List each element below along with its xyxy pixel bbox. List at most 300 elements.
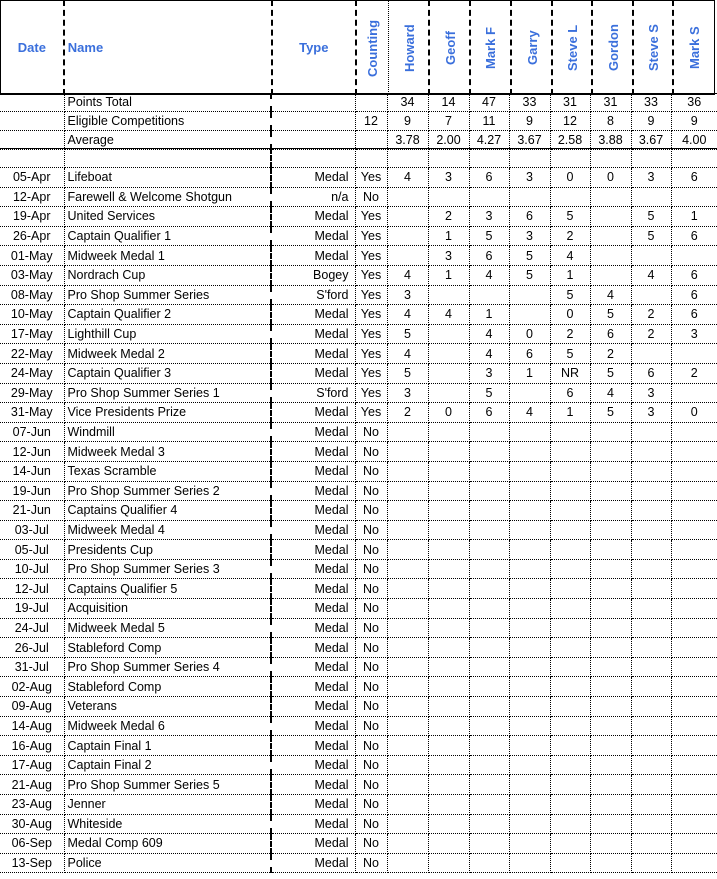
- score-cell[interactable]: [469, 285, 509, 305]
- score-cell[interactable]: 6: [671, 168, 717, 188]
- score-cell[interactable]: [590, 638, 631, 658]
- score-cell[interactable]: [428, 716, 469, 736]
- date-cell[interactable]: 17-May: [0, 324, 64, 344]
- score-cell[interactable]: [671, 775, 717, 795]
- score-cell[interactable]: [631, 285, 671, 305]
- score-cell[interactable]: 2: [671, 363, 717, 383]
- summary-value[interactable]: 3.67: [509, 131, 550, 150]
- score-cell[interactable]: 6: [469, 246, 509, 266]
- score-cell[interactable]: [469, 736, 509, 756]
- score-cell[interactable]: [631, 187, 671, 207]
- score-cell[interactable]: [631, 736, 671, 756]
- score-cell[interactable]: [469, 599, 509, 619]
- score-cell[interactable]: [590, 814, 631, 834]
- date-cell[interactable]: 10-Jul: [0, 559, 64, 579]
- cell[interactable]: [271, 148, 355, 168]
- score-cell[interactable]: [428, 834, 469, 854]
- counting-cell[interactable]: No: [355, 579, 387, 599]
- date-cell[interactable]: 23-Aug: [0, 795, 64, 815]
- score-cell[interactable]: 6: [631, 363, 671, 383]
- counting-cell[interactable]: No: [355, 599, 387, 619]
- score-cell[interactable]: [671, 697, 717, 717]
- score-cell[interactable]: [428, 501, 469, 521]
- score-cell[interactable]: 5: [387, 324, 428, 344]
- score-cell[interactable]: [469, 697, 509, 717]
- score-cell[interactable]: [550, 795, 590, 815]
- type-cell[interactable]: S'ford: [271, 285, 355, 305]
- name-cell[interactable]: Stableford Comp: [64, 638, 271, 658]
- counting-cell[interactable]: No: [355, 540, 387, 560]
- score-cell[interactable]: [671, 716, 717, 736]
- name-cell[interactable]: Pro Shop Summer Series 1: [64, 383, 271, 403]
- score-cell[interactable]: [550, 657, 590, 677]
- score-cell[interactable]: [428, 579, 469, 599]
- score-cell[interactable]: [590, 207, 631, 227]
- score-cell[interactable]: 3: [671, 324, 717, 344]
- name-cell[interactable]: Captains Qualifier 4: [64, 501, 271, 521]
- score-cell[interactable]: [631, 716, 671, 736]
- score-cell[interactable]: [428, 481, 469, 501]
- name-cell[interactable]: Captains Qualifier 5: [64, 579, 271, 599]
- score-cell[interactable]: [469, 775, 509, 795]
- score-cell[interactable]: 0: [550, 168, 590, 188]
- type-cell[interactable]: Medal: [271, 677, 355, 697]
- score-cell[interactable]: 3: [631, 403, 671, 423]
- score-cell[interactable]: [509, 853, 550, 873]
- score-cell[interactable]: [631, 657, 671, 677]
- counting-cell[interactable]: Yes: [355, 207, 387, 227]
- date-cell[interactable]: 05-Jul: [0, 540, 64, 560]
- score-cell[interactable]: [387, 657, 428, 677]
- counting-cell[interactable]: No: [355, 618, 387, 638]
- score-cell[interactable]: 4: [631, 265, 671, 285]
- score-cell[interactable]: [509, 795, 550, 815]
- name-cell[interactable]: Pro Shop Summer Series 3: [64, 559, 271, 579]
- type-cell[interactable]: Medal: [271, 716, 355, 736]
- counting-cell[interactable]: No: [355, 501, 387, 521]
- cell[interactable]: [509, 148, 550, 168]
- score-cell[interactable]: [631, 834, 671, 854]
- score-cell[interactable]: 5: [550, 344, 590, 364]
- score-cell[interactable]: [428, 520, 469, 540]
- score-cell[interactable]: [428, 363, 469, 383]
- score-cell[interactable]: [509, 187, 550, 207]
- score-cell[interactable]: 3: [631, 168, 671, 188]
- type-cell[interactable]: Medal: [271, 755, 355, 775]
- date-cell[interactable]: 30-Aug: [0, 814, 64, 834]
- name-cell[interactable]: Lifeboat: [64, 168, 271, 188]
- score-cell[interactable]: 5: [550, 207, 590, 227]
- score-cell[interactable]: [590, 677, 631, 697]
- score-cell[interactable]: [550, 697, 590, 717]
- header-player-cell[interactable]: [429, 1, 470, 95]
- score-cell[interactable]: [509, 775, 550, 795]
- name-cell[interactable]: Midweek Medal 1: [64, 246, 271, 266]
- score-cell[interactable]: [387, 677, 428, 697]
- score-cell[interactable]: [387, 520, 428, 540]
- score-cell[interactable]: 5: [469, 383, 509, 403]
- score-cell[interactable]: 3: [469, 363, 509, 383]
- score-cell[interactable]: [509, 501, 550, 521]
- score-cell[interactable]: 0: [428, 403, 469, 423]
- score-cell[interactable]: [631, 422, 671, 442]
- score-cell[interactable]: 5: [469, 226, 509, 246]
- summary-value[interactable]: 47: [469, 93, 509, 112]
- header-player-cell[interactable]: [470, 1, 510, 95]
- score-cell[interactable]: [671, 657, 717, 677]
- score-cell[interactable]: [509, 383, 550, 403]
- type-cell[interactable]: Medal: [271, 795, 355, 815]
- score-cell[interactable]: [469, 422, 509, 442]
- score-cell[interactable]: [469, 461, 509, 481]
- score-cell[interactable]: [590, 579, 631, 599]
- score-cell[interactable]: [590, 187, 631, 207]
- cell[interactable]: [271, 93, 355, 112]
- score-cell[interactable]: 3: [428, 246, 469, 266]
- score-cell[interactable]: [509, 579, 550, 599]
- counting-cell[interactable]: No: [355, 559, 387, 579]
- date-cell[interactable]: 14-Aug: [0, 716, 64, 736]
- summary-value[interactable]: 9: [509, 112, 550, 131]
- score-cell[interactable]: [428, 285, 469, 305]
- score-cell[interactable]: [550, 716, 590, 736]
- score-cell[interactable]: 1: [469, 305, 509, 325]
- summary-value[interactable]: 33: [631, 93, 671, 112]
- date-cell[interactable]: 26-Apr: [0, 226, 64, 246]
- counting-cell[interactable]: No: [355, 834, 387, 854]
- score-cell[interactable]: 0: [550, 305, 590, 325]
- counting-cell[interactable]: Yes: [355, 383, 387, 403]
- summary-value[interactable]: 2.58: [550, 131, 590, 150]
- summary-label[interactable]: Average: [64, 131, 271, 150]
- score-cell[interactable]: [631, 481, 671, 501]
- score-cell[interactable]: 0: [590, 168, 631, 188]
- date-cell[interactable]: 12-Apr: [0, 187, 64, 207]
- score-cell[interactable]: [590, 226, 631, 246]
- score-cell[interactable]: [671, 540, 717, 560]
- score-cell[interactable]: [631, 795, 671, 815]
- type-cell[interactable]: Medal: [271, 697, 355, 717]
- type-cell[interactable]: Medal: [271, 422, 355, 442]
- score-cell[interactable]: 5: [590, 363, 631, 383]
- type-cell[interactable]: Medal: [271, 540, 355, 560]
- summary-value[interactable]: 3.67: [631, 131, 671, 150]
- score-cell[interactable]: [387, 736, 428, 756]
- counting-cell[interactable]: No: [355, 795, 387, 815]
- name-cell[interactable]: Whiteside: [64, 814, 271, 834]
- score-cell[interactable]: 2: [631, 324, 671, 344]
- score-cell[interactable]: [550, 481, 590, 501]
- counting-cell[interactable]: No: [355, 697, 387, 717]
- score-cell[interactable]: [387, 540, 428, 560]
- summary-count[interactable]: [355, 93, 387, 112]
- cell[interactable]: [590, 148, 631, 168]
- date-cell[interactable]: 08-May: [0, 285, 64, 305]
- score-cell[interactable]: [469, 442, 509, 462]
- score-cell[interactable]: [428, 422, 469, 442]
- summary-value[interactable]: 11: [469, 112, 509, 131]
- score-cell[interactable]: [469, 755, 509, 775]
- score-cell[interactable]: [428, 461, 469, 481]
- date-cell[interactable]: 03-Jul: [0, 520, 64, 540]
- name-cell[interactable]: Medal Comp 609: [64, 834, 271, 854]
- score-cell[interactable]: 5: [590, 305, 631, 325]
- score-cell[interactable]: [550, 677, 590, 697]
- score-cell[interactable]: 2: [428, 207, 469, 227]
- score-cell[interactable]: [509, 618, 550, 638]
- score-cell[interactable]: 6: [469, 168, 509, 188]
- summary-label[interactable]: Points Total: [64, 93, 271, 112]
- score-cell[interactable]: [387, 853, 428, 873]
- score-cell[interactable]: [428, 755, 469, 775]
- type-cell[interactable]: Medal: [271, 226, 355, 246]
- summary-value[interactable]: 34: [387, 93, 428, 112]
- score-cell[interactable]: [387, 697, 428, 717]
- cell[interactable]: [428, 148, 469, 168]
- score-cell[interactable]: [590, 265, 631, 285]
- cell[interactable]: [671, 148, 717, 168]
- counting-cell[interactable]: No: [355, 853, 387, 873]
- score-cell[interactable]: [469, 677, 509, 697]
- score-cell[interactable]: [671, 501, 717, 521]
- header-player-cell[interactable]: [552, 1, 592, 95]
- type-cell[interactable]: Medal: [271, 657, 355, 677]
- score-cell[interactable]: [509, 481, 550, 501]
- cell[interactable]: [0, 131, 64, 150]
- date-cell[interactable]: 31-Jul: [0, 657, 64, 677]
- header-date[interactable]: Date: [1, 1, 64, 95]
- counting-cell[interactable]: Yes: [355, 265, 387, 285]
- score-cell[interactable]: [387, 461, 428, 481]
- name-cell[interactable]: Farewell & Welcome Shotgun: [64, 187, 271, 207]
- header-player-cell[interactable]: [388, 1, 429, 95]
- score-cell[interactable]: [631, 501, 671, 521]
- score-cell[interactable]: [387, 207, 428, 227]
- header-player-cell[interactable]: [633, 1, 673, 95]
- name-cell[interactable]: Midweek Medal 4: [64, 520, 271, 540]
- score-cell[interactable]: [387, 716, 428, 736]
- date-cell[interactable]: 01-May: [0, 246, 64, 266]
- score-cell[interactable]: [671, 520, 717, 540]
- score-cell[interactable]: [469, 618, 509, 638]
- counting-cell[interactable]: No: [355, 481, 387, 501]
- counting-cell[interactable]: No: [355, 461, 387, 481]
- type-cell[interactable]: Medal: [271, 403, 355, 423]
- summary-value[interactable]: 9: [631, 112, 671, 131]
- date-cell[interactable]: 03-May: [0, 265, 64, 285]
- score-cell[interactable]: [469, 187, 509, 207]
- score-cell[interactable]: [469, 481, 509, 501]
- score-cell[interactable]: [509, 834, 550, 854]
- score-cell[interactable]: 4: [550, 246, 590, 266]
- score-cell[interactable]: [671, 461, 717, 481]
- score-cell[interactable]: [550, 618, 590, 638]
- score-cell[interactable]: [469, 834, 509, 854]
- score-cell[interactable]: [671, 795, 717, 815]
- summary-value[interactable]: 31: [550, 93, 590, 112]
- name-cell[interactable]: Vice Presidents Prize: [64, 403, 271, 423]
- score-cell[interactable]: 4: [387, 344, 428, 364]
- type-cell[interactable]: Medal: [271, 305, 355, 325]
- score-cell[interactable]: 5: [509, 246, 550, 266]
- cell[interactable]: [271, 112, 355, 131]
- header-player-cell[interactable]: [511, 1, 552, 95]
- score-cell[interactable]: [428, 559, 469, 579]
- score-cell[interactable]: [631, 638, 671, 658]
- score-cell[interactable]: 6: [509, 344, 550, 364]
- score-cell[interactable]: [550, 736, 590, 756]
- score-cell[interactable]: 3: [428, 168, 469, 188]
- date-cell[interactable]: 26-Jul: [0, 638, 64, 658]
- name-cell[interactable]: Midweek Medal 5: [64, 618, 271, 638]
- counting-cell[interactable]: No: [355, 716, 387, 736]
- type-cell[interactable]: Medal: [271, 481, 355, 501]
- type-cell[interactable]: Medal: [271, 559, 355, 579]
- date-cell[interactable]: 13-Sep: [0, 853, 64, 873]
- counting-cell[interactable]: No: [355, 736, 387, 756]
- score-cell[interactable]: [631, 579, 671, 599]
- score-cell[interactable]: 3: [387, 285, 428, 305]
- score-cell[interactable]: [428, 442, 469, 462]
- counting-cell[interactable]: Yes: [355, 246, 387, 266]
- name-cell[interactable]: Stableford Comp: [64, 677, 271, 697]
- score-cell[interactable]: 1: [671, 207, 717, 227]
- name-cell[interactable]: Jenner: [64, 795, 271, 815]
- date-cell[interactable]: 07-Jun: [0, 422, 64, 442]
- score-cell[interactable]: 3: [631, 383, 671, 403]
- name-cell[interactable]: Captain Final 1: [64, 736, 271, 756]
- score-cell[interactable]: [509, 540, 550, 560]
- score-cell[interactable]: [428, 540, 469, 560]
- type-cell[interactable]: Medal: [271, 638, 355, 658]
- score-cell[interactable]: [590, 481, 631, 501]
- name-cell[interactable]: Pro Shop Summer Series: [64, 285, 271, 305]
- score-cell[interactable]: 6: [671, 305, 717, 325]
- score-cell[interactable]: 4: [387, 168, 428, 188]
- name-cell[interactable]: Nordrach Cup: [64, 265, 271, 285]
- score-cell[interactable]: [590, 755, 631, 775]
- type-cell[interactable]: Medal: [271, 344, 355, 364]
- cell[interactable]: [0, 93, 64, 112]
- counting-cell[interactable]: No: [355, 442, 387, 462]
- score-cell[interactable]: [550, 638, 590, 658]
- score-cell[interactable]: [671, 383, 717, 403]
- score-cell[interactable]: [631, 814, 671, 834]
- date-cell[interactable]: 05-Apr: [0, 168, 64, 188]
- score-cell[interactable]: [469, 540, 509, 560]
- counting-cell[interactable]: No: [355, 187, 387, 207]
- score-cell[interactable]: [428, 618, 469, 638]
- score-cell[interactable]: [671, 246, 717, 266]
- counting-cell[interactable]: No: [355, 755, 387, 775]
- name-cell[interactable]: Police: [64, 853, 271, 873]
- score-cell[interactable]: [590, 422, 631, 442]
- score-cell[interactable]: 5: [631, 207, 671, 227]
- date-cell[interactable]: 31-May: [0, 403, 64, 423]
- counting-cell[interactable]: Yes: [355, 363, 387, 383]
- score-cell[interactable]: [428, 736, 469, 756]
- score-cell[interactable]: [550, 599, 590, 619]
- score-cell[interactable]: [590, 442, 631, 462]
- score-cell[interactable]: 0: [671, 403, 717, 423]
- score-cell[interactable]: [428, 853, 469, 873]
- name-cell[interactable]: Midweek Medal 3: [64, 442, 271, 462]
- score-cell[interactable]: [469, 716, 509, 736]
- score-cell[interactable]: [469, 795, 509, 815]
- summary-value[interactable]: 14: [428, 93, 469, 112]
- name-cell[interactable]: Acquisition: [64, 599, 271, 619]
- score-cell[interactable]: [387, 187, 428, 207]
- score-cell[interactable]: [387, 834, 428, 854]
- type-cell[interactable]: Medal: [271, 618, 355, 638]
- score-cell[interactable]: [509, 677, 550, 697]
- score-cell[interactable]: [590, 795, 631, 815]
- score-cell[interactable]: [387, 481, 428, 501]
- score-cell[interactable]: 0: [509, 324, 550, 344]
- score-cell[interactable]: [631, 520, 671, 540]
- score-cell[interactable]: [387, 501, 428, 521]
- score-cell[interactable]: [550, 540, 590, 560]
- type-cell[interactable]: Medal: [271, 324, 355, 344]
- score-cell[interactable]: [671, 481, 717, 501]
- name-cell[interactable]: Veterans: [64, 697, 271, 717]
- score-cell[interactable]: [590, 599, 631, 619]
- counting-cell[interactable]: Yes: [355, 324, 387, 344]
- score-cell[interactable]: [509, 755, 550, 775]
- type-cell[interactable]: Medal: [271, 579, 355, 599]
- header-type[interactable]: Type: [272, 1, 356, 95]
- counting-cell[interactable]: No: [355, 677, 387, 697]
- counting-cell[interactable]: Yes: [355, 226, 387, 246]
- summary-value[interactable]: 2.00: [428, 131, 469, 150]
- score-cell[interactable]: [550, 442, 590, 462]
- score-cell[interactable]: [550, 834, 590, 854]
- score-cell[interactable]: 6: [590, 324, 631, 344]
- score-cell[interactable]: 6: [671, 265, 717, 285]
- score-cell[interactable]: 5: [631, 226, 671, 246]
- score-cell[interactable]: [631, 618, 671, 638]
- score-cell[interactable]: [387, 755, 428, 775]
- summary-value[interactable]: 12: [550, 112, 590, 131]
- score-cell[interactable]: 4: [469, 265, 509, 285]
- score-cell[interactable]: [509, 638, 550, 658]
- score-cell[interactable]: 2: [550, 324, 590, 344]
- score-cell[interactable]: [509, 442, 550, 462]
- score-cell[interactable]: [631, 775, 671, 795]
- score-cell[interactable]: [671, 677, 717, 697]
- score-cell[interactable]: 3: [509, 168, 550, 188]
- score-cell[interactable]: [469, 559, 509, 579]
- score-cell[interactable]: [631, 461, 671, 481]
- date-cell[interactable]: 19-Jul: [0, 599, 64, 619]
- name-cell[interactable]: Lighthill Cup: [64, 324, 271, 344]
- date-cell[interactable]: 24-May: [0, 363, 64, 383]
- score-cell[interactable]: [469, 520, 509, 540]
- score-cell[interactable]: [428, 383, 469, 403]
- score-cell[interactable]: [671, 559, 717, 579]
- name-cell[interactable]: Pro Shop Summer Series 2: [64, 481, 271, 501]
- type-cell[interactable]: Medal: [271, 501, 355, 521]
- score-cell[interactable]: 6: [469, 403, 509, 423]
- score-cell[interactable]: 4: [590, 285, 631, 305]
- score-cell[interactable]: [469, 638, 509, 658]
- score-cell[interactable]: [509, 736, 550, 756]
- score-cell[interactable]: [550, 579, 590, 599]
- date-cell[interactable]: 19-Jun: [0, 481, 64, 501]
- score-cell[interactable]: [631, 442, 671, 462]
- score-cell[interactable]: [550, 775, 590, 795]
- date-cell[interactable]: 21-Jun: [0, 501, 64, 521]
